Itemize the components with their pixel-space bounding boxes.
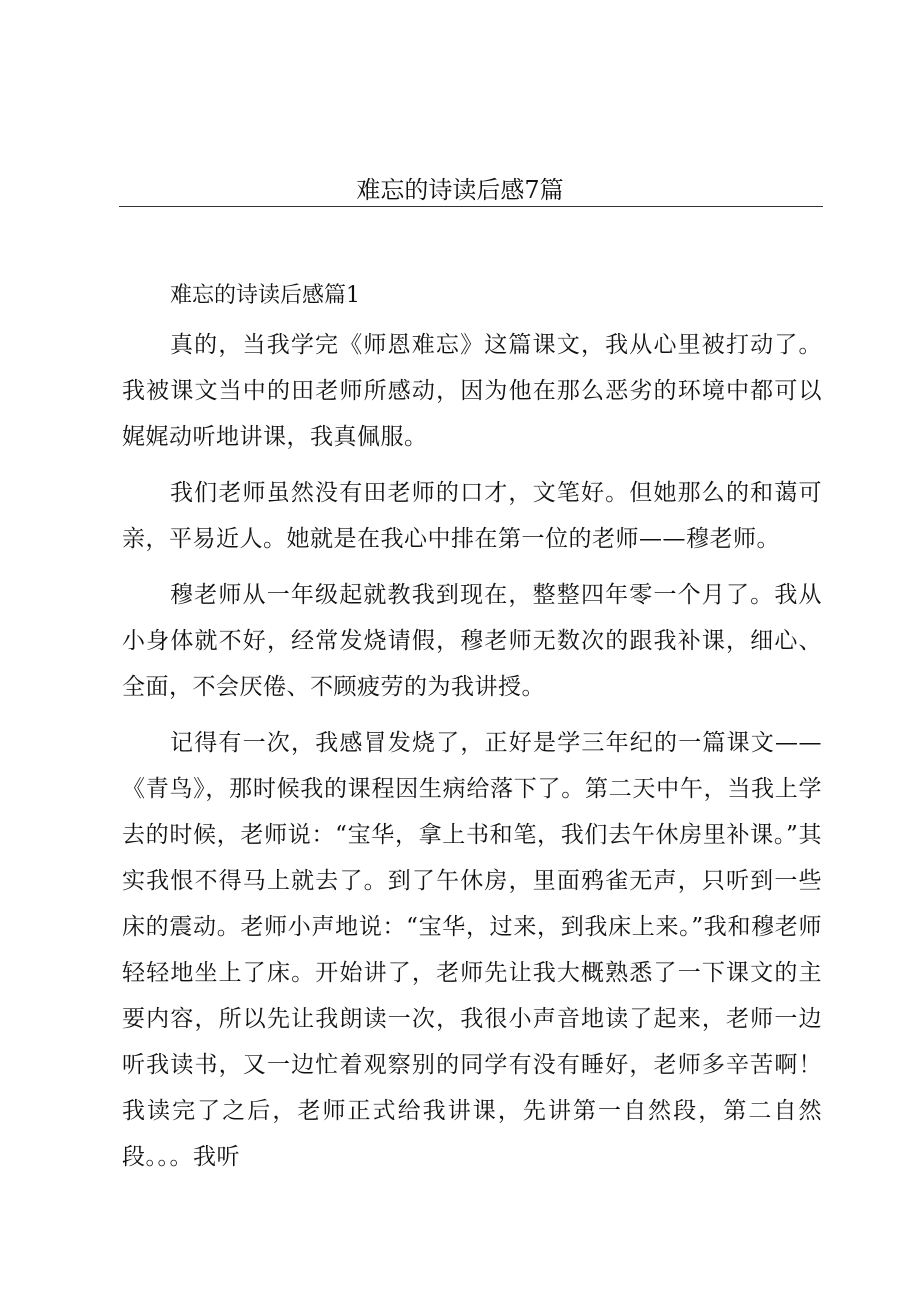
paragraph-4: 记得有一次，我感冒发烧了，正好是学三年纪的一篇课文——《青鸟》，那时候我的课程因生病给落下了。第二天中午，当我上学去的时候，老师说：“宝华，拿上书和笔，我们去午休房里补课。”其实我恨不得马上就去了。到了午休房，里面鸦雀无声，只听到一些床的震动。老师小声地说：“宝华，过来，到我床上来。”我和穆老师轻轻地坐上了床。开始讲了，老师先让我大概熟悉了一下课文的主要内容，所以先让我朗读一次，我很小声音地读了起来，老师一边听我读书，又一边忙着观察别的同学有没有睡好，老师多辛苦啊！我读完了之后，老师正式给我讲课，先讲第一自然段，第二自然段。。。我听 [122,730,822,1170]
section-heading: 难忘的诗读后感篇1 [170,283,360,308]
title-underline [119,206,823,207]
paragraph-3: 穆老师从一年级起就教我到现在，整整四年零一个月了。我从小身体就不好，经常发烧请假，穆老师无数次的跟我补课，细心、全面，不会厌倦、不顾疲劳的为我讲授。 [122,582,822,700]
document-body [122,276,822,1190]
document-title: 难忘的诗读后感7篇 [356,176,564,204]
paragraph-2: 我们老师虽然没有田老师的口才，文笔好。但她那么的和蔼可亲，平易近人。她就是在我心中排在第一位的老师——穆老师。 [122,480,822,552]
paragraph-1: 真的，当我学完《师恩难忘》这篇课文，我从心里被打动了。我被课文当中的田老师所感动，因为他在那么恶劣的环境中都可以娓娓动听地讲课，我真佩服。 [122,332,822,450]
